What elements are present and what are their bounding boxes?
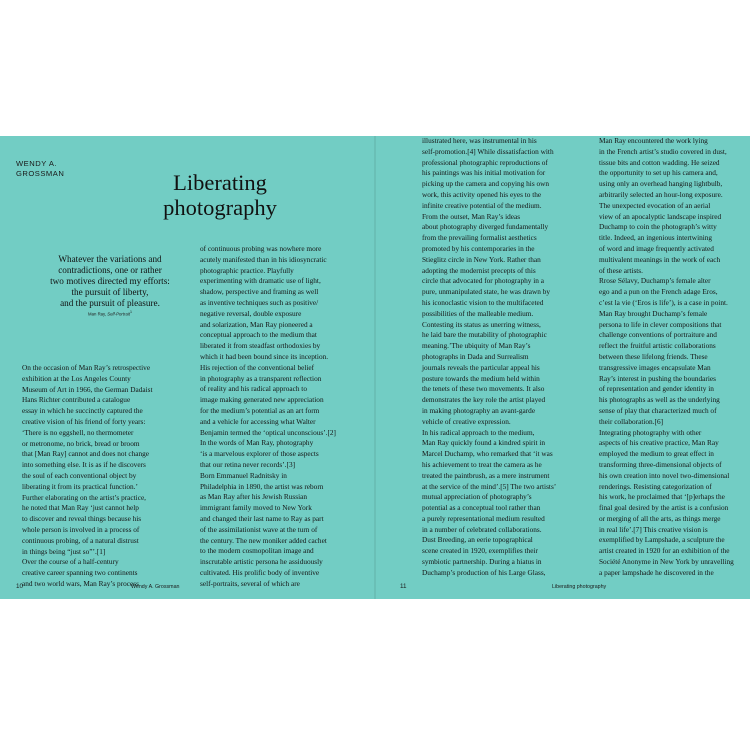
text-line: continuous probing, of a natural distrust — [22, 535, 139, 545]
text-line: His rejection of the conventional belief — [200, 362, 315, 372]
text-line: tissue bits and cotton wadding. He seized — [599, 157, 720, 167]
text-line: title. Indeed, an ingenious intertwining — [599, 233, 713, 243]
text-line: possibilities of the malleable medium. — [422, 308, 534, 318]
text-line: renderings. Resisting categorization of — [599, 481, 712, 491]
text-line: Stieglitz circle in New York. Rather than — [422, 254, 541, 264]
running-head-right: Liberating photography — [552, 584, 607, 590]
text-line: artist created in 1920 for an exhibition of the — [599, 546, 730, 556]
text-line: Contesting its status as unerring witness, — [422, 319, 541, 329]
text-line: the soul of each conventional object by — [22, 470, 137, 480]
text-line: in photography as a transparent reflection — [200, 373, 322, 383]
title-line: Liberating — [173, 170, 267, 195]
text-line: In his radical approach to the medium, — [422, 427, 535, 437]
author-line: GROSSMAN — [16, 169, 65, 178]
text-line: self-portraits, several of which are — [200, 578, 300, 588]
text-line: whole person is involved in a process of — [22, 524, 140, 534]
text-line: Man Ray brought Duchamp’s female — [599, 308, 708, 318]
text-line: Hans Richter contributed a catalogue — [22, 395, 131, 405]
page-number-right: 11 — [400, 583, 407, 590]
left-page — [0, 136, 375, 599]
book-spread — [0, 136, 750, 599]
text-line: acutely manifested than in his idiosyncratic — [200, 254, 327, 264]
text-line: at the service of the mind’.[5] The two artists’ — [422, 481, 557, 491]
text-line: scene created in 1920, exemplifies their — [422, 546, 538, 556]
text-line: adopting the modernist precepts of this — [422, 265, 536, 275]
text-line: employed the medium to great effect in — [599, 449, 714, 459]
text-line: Duchamp’s production of his Large Glass, — [422, 567, 546, 577]
text-line: his own creation into novel two-dimensional — [599, 470, 730, 480]
text-line: which it had been bound since its inception. — [200, 351, 329, 361]
author-line: WENDY A. — [16, 159, 57, 168]
text-line: as Man Ray after his Jewish Russian — [200, 492, 308, 502]
text-line: meaning.’The ubiquity of Man Ray’s — [422, 341, 531, 351]
text-line: or metronome, no brick, bread or broom — [22, 438, 140, 448]
text-line: of representation and gender identity in — [599, 384, 714, 394]
text-line: in making photography an avant-garde — [422, 405, 536, 415]
text-line: in the French artist’s studio covered in dust, — [599, 146, 727, 156]
text-line: the opportunity to set up his camera and, — [599, 168, 718, 178]
text-line: challenge conventions of portraiture and — [599, 330, 717, 340]
text-line: to discover and reveal things because his — [22, 514, 142, 524]
text-line: Ray’s interest in pushing the boundaries — [599, 373, 716, 383]
text-line: creative vision of his friend of forty years: — [22, 416, 146, 426]
text-line: work, this activity opened his eyes to the — [422, 189, 542, 199]
text-line: potential as a conceptual tool rather than — [422, 503, 541, 513]
text-line: and solarization, Man Ray pioneered a — [200, 319, 313, 329]
text-line: of word and image frequently activated — [599, 243, 714, 253]
text-line: self-promotion.[4] While dissatisfaction with — [422, 146, 554, 156]
text-line: aspects of his creative practice, Man Ray — [599, 438, 719, 448]
text-line: experimenting with dramatic use of light, — [200, 276, 321, 286]
epigraph-line: Whatever the variations and — [58, 254, 162, 264]
attribution-note: 1 — [129, 310, 132, 314]
epigraph-line: contradictions, one or rather — [58, 265, 162, 275]
text-line: creative career spanning two continents — [22, 568, 138, 578]
text-line: as inventive techniques such as positive/ — [200, 297, 319, 307]
epigraph-line: and the pursuit of pleasure. — [60, 298, 160, 308]
text-line: Marcel Duchamp, who remarked that ‘it was — [422, 449, 553, 459]
text-line: From the outset, Man Ray’s ideas — [422, 211, 521, 221]
text-line: arbitrarily selected an hour-long exposure. — [599, 189, 723, 199]
text-line: of the assimilationist wave at the turn of — [200, 524, 318, 534]
text-line: Dust Breeding, an eerie topographical — [422, 535, 533, 545]
left-column-1 — [22, 363, 153, 590]
text-line: Société Anonyme in New York by unravelling — [599, 557, 734, 567]
text-line: from the prevailing formalist aesthetics — [422, 233, 537, 243]
text-line: shadow, perspective and framing as well — [200, 287, 319, 297]
text-line: ‘is a marvelous explorer of those aspects — [200, 449, 319, 459]
text-line: mutual appreciation of photography’s — [422, 492, 532, 502]
attribution-work: Self-Portrait — [107, 311, 130, 317]
text-line: Man Ray encountered the work lying — [599, 136, 708, 145]
text-line: exhibition at the Los Angeles County — [22, 373, 131, 383]
text-line: in real life’.[7] This creative vision is — [599, 524, 708, 534]
text-line: his achievement to treat the camera as he — [422, 459, 542, 469]
text-line: a purely representational medium resulted — [422, 513, 545, 523]
text-line: photographs in Dada and Surrealism — [422, 351, 529, 361]
text-line: that [Man Ray] cannot and does not change — [22, 449, 150, 459]
text-line: Rrose Sélavy, Duchamp’s female alter — [599, 276, 711, 286]
text-line: of reality and his radical approach to — [200, 384, 307, 394]
title-line: photography — [163, 195, 277, 220]
chapter-title — [90, 170, 350, 220]
text-line: demonstrates the key role the artist played — [422, 395, 546, 405]
text-line: a paper lampshade he discovered in the — [599, 567, 714, 577]
running-head-left: Wendy A. Grossman — [131, 584, 180, 590]
text-line: illustrated here, was instrumental in his — [422, 136, 537, 145]
text-line: vehicle of creative expression. — [422, 416, 511, 426]
text-line: liberating it from its practical function.’ — [22, 481, 138, 491]
text-line: using only an overhead hanging lightbulb, — [599, 179, 723, 189]
text-line: he noted that Man Ray ‘just cannot help — [22, 503, 139, 513]
text-line: to the modern cosmopolitan image and — [200, 546, 314, 556]
text-line: conceptual approach to the medium that — [200, 330, 317, 340]
text-line: Man Ray quickly found a kindred spirit in — [422, 438, 546, 448]
text-line: his iconoclastic vision to the multifaceted — [422, 297, 544, 307]
text-line: image making generated new appreciation — [200, 395, 324, 405]
text-line: professional photographic reproductions of — [422, 157, 548, 167]
text-line: pure, unmanipulated state, he was drawn by — [422, 287, 551, 297]
text-line: between these lifelong friends. These — [599, 351, 708, 361]
text-line: ‘There is no eggshell, no thermometer — [22, 427, 134, 437]
text-line: exemplified by Lampshade, a sculpture the — [599, 535, 725, 545]
text-line: final goal desired by the artist is a confusion — [599, 503, 729, 513]
text-line: his photographs as well as the underlying — [599, 395, 720, 405]
text-line: and a vehicle for accessing what Walter — [200, 416, 316, 426]
text-line: ego and a pun on the French adage Eros, — [599, 287, 718, 297]
text-line: the century. The new moniker added cachet — [200, 535, 327, 545]
text-line: immigrant family moved to New York — [200, 503, 312, 513]
text-line: Born Emmanuel Radnitsky in — [200, 470, 287, 480]
text-line: his work, he proclaimed that ‘[p]erhaps the — [599, 492, 725, 502]
text-line: picking up the camera and copying his own — [422, 179, 550, 189]
text-line: On the occasion of Man Ray’s retrospective — [22, 363, 151, 372]
text-line: negative reversal, double exposure — [200, 308, 302, 318]
left-column-2 — [200, 244, 336, 590]
text-line: his paintings was his initial motivation for — [422, 168, 546, 178]
text-line: inscrutable artistic persona he assiduously — [200, 557, 323, 567]
text-line: Duchamp to coin the photograph’s witty — [599, 222, 717, 232]
text-line: reflect the fruitful artistic collaborations — [599, 341, 716, 351]
page-number-left: 10 — [16, 583, 24, 590]
text-line: infinite creative potential of the medium. — [422, 200, 542, 210]
epigraph-line: the pursuit of liberty, — [71, 287, 149, 297]
text-line: In the words of Man Ray, photography — [200, 438, 314, 448]
text-line: about photography diverged fundamentally — [422, 222, 549, 232]
text-line: journals reveals the particular appeal his — [422, 362, 540, 372]
text-line: symbiotic partnership. During a hiatus in — [422, 557, 542, 567]
text-line: view of an apocalyptic landscape inspired — [599, 211, 722, 221]
text-line: he laid bare the mutability of photographic — [422, 330, 547, 340]
text-line: The unexpected evocation of an aerial — [599, 200, 711, 210]
text-line: Philadelphia in 1890, the artist was reborn — [200, 481, 324, 491]
text-line: cultivated. His prolific body of inventive — [200, 567, 320, 577]
text-line: treated the paintbrush, as a mere instrument — [422, 470, 550, 480]
text-line: and two world wars, Man Ray’s process — [22, 578, 139, 588]
text-line: posture towards the medium held within — [422, 373, 540, 383]
text-line: transforming three-dimensional objects of — [599, 459, 722, 469]
text-line: persona to life in clever compositions that — [599, 319, 722, 329]
text-line: and changed their last name to Ray as part — [200, 513, 324, 523]
text-line: their collaboration.[6] — [599, 416, 664, 426]
text-line: multivalent meanings in the work of each — [599, 254, 721, 264]
text-line: Over the course of a half-century — [22, 557, 119, 567]
text-line: transgressive images encapsulate Man — [599, 362, 711, 372]
text-line: Benjamin termed the ‘optical unconscious’.[2] — [200, 427, 336, 437]
text-line: of these artists. — [599, 265, 643, 275]
text-line: essay in which he succinctly captured the — [22, 406, 143, 416]
text-line: for the medium’s potential as an art form — [200, 405, 320, 415]
text-line: Further elaborating on the artist’s practice, — [22, 492, 147, 502]
right-column-2 — [599, 136, 734, 579]
text-line: Integrating photography with other — [599, 427, 702, 437]
text-line: c’est la vie (‘Eros is life’), is a case in point. — [599, 297, 728, 307]
text-line: sense of play that characterized much of — [599, 405, 717, 415]
text-line: promoted by his contemporaries in the — [422, 243, 535, 253]
text-line: in a number of celebrated collaborations. — [422, 524, 542, 534]
text-line: Museum of Art in 1966, the German Dadaist — [22, 384, 153, 394]
attribution-name: Man Ray, — [88, 311, 107, 317]
epigraph — [30, 254, 190, 309]
text-line: circle that advocated for photography in a — [422, 276, 544, 286]
text-line: in things being “just so”’.[1] — [22, 546, 106, 556]
right-page — [375, 136, 750, 599]
text-line: of continuous probing was nowhere more — [200, 244, 322, 253]
epigraph-line: two motives directed my efforts: — [50, 276, 170, 286]
right-column-1 — [422, 136, 556, 579]
text-line: the tenets of these two movements. It also — [422, 384, 545, 394]
text-line: into something else. It is as if he discovers — [22, 460, 146, 470]
text-line: photographic practice. Playfully — [200, 265, 294, 275]
epigraph-attribution — [30, 310, 190, 316]
text-line: that our retina never records’.[3] — [200, 459, 296, 469]
text-line: liberated it from steadfast orthodoxies by — [200, 341, 321, 351]
text-line: or merging of all the arts, as things merge — [599, 513, 721, 523]
